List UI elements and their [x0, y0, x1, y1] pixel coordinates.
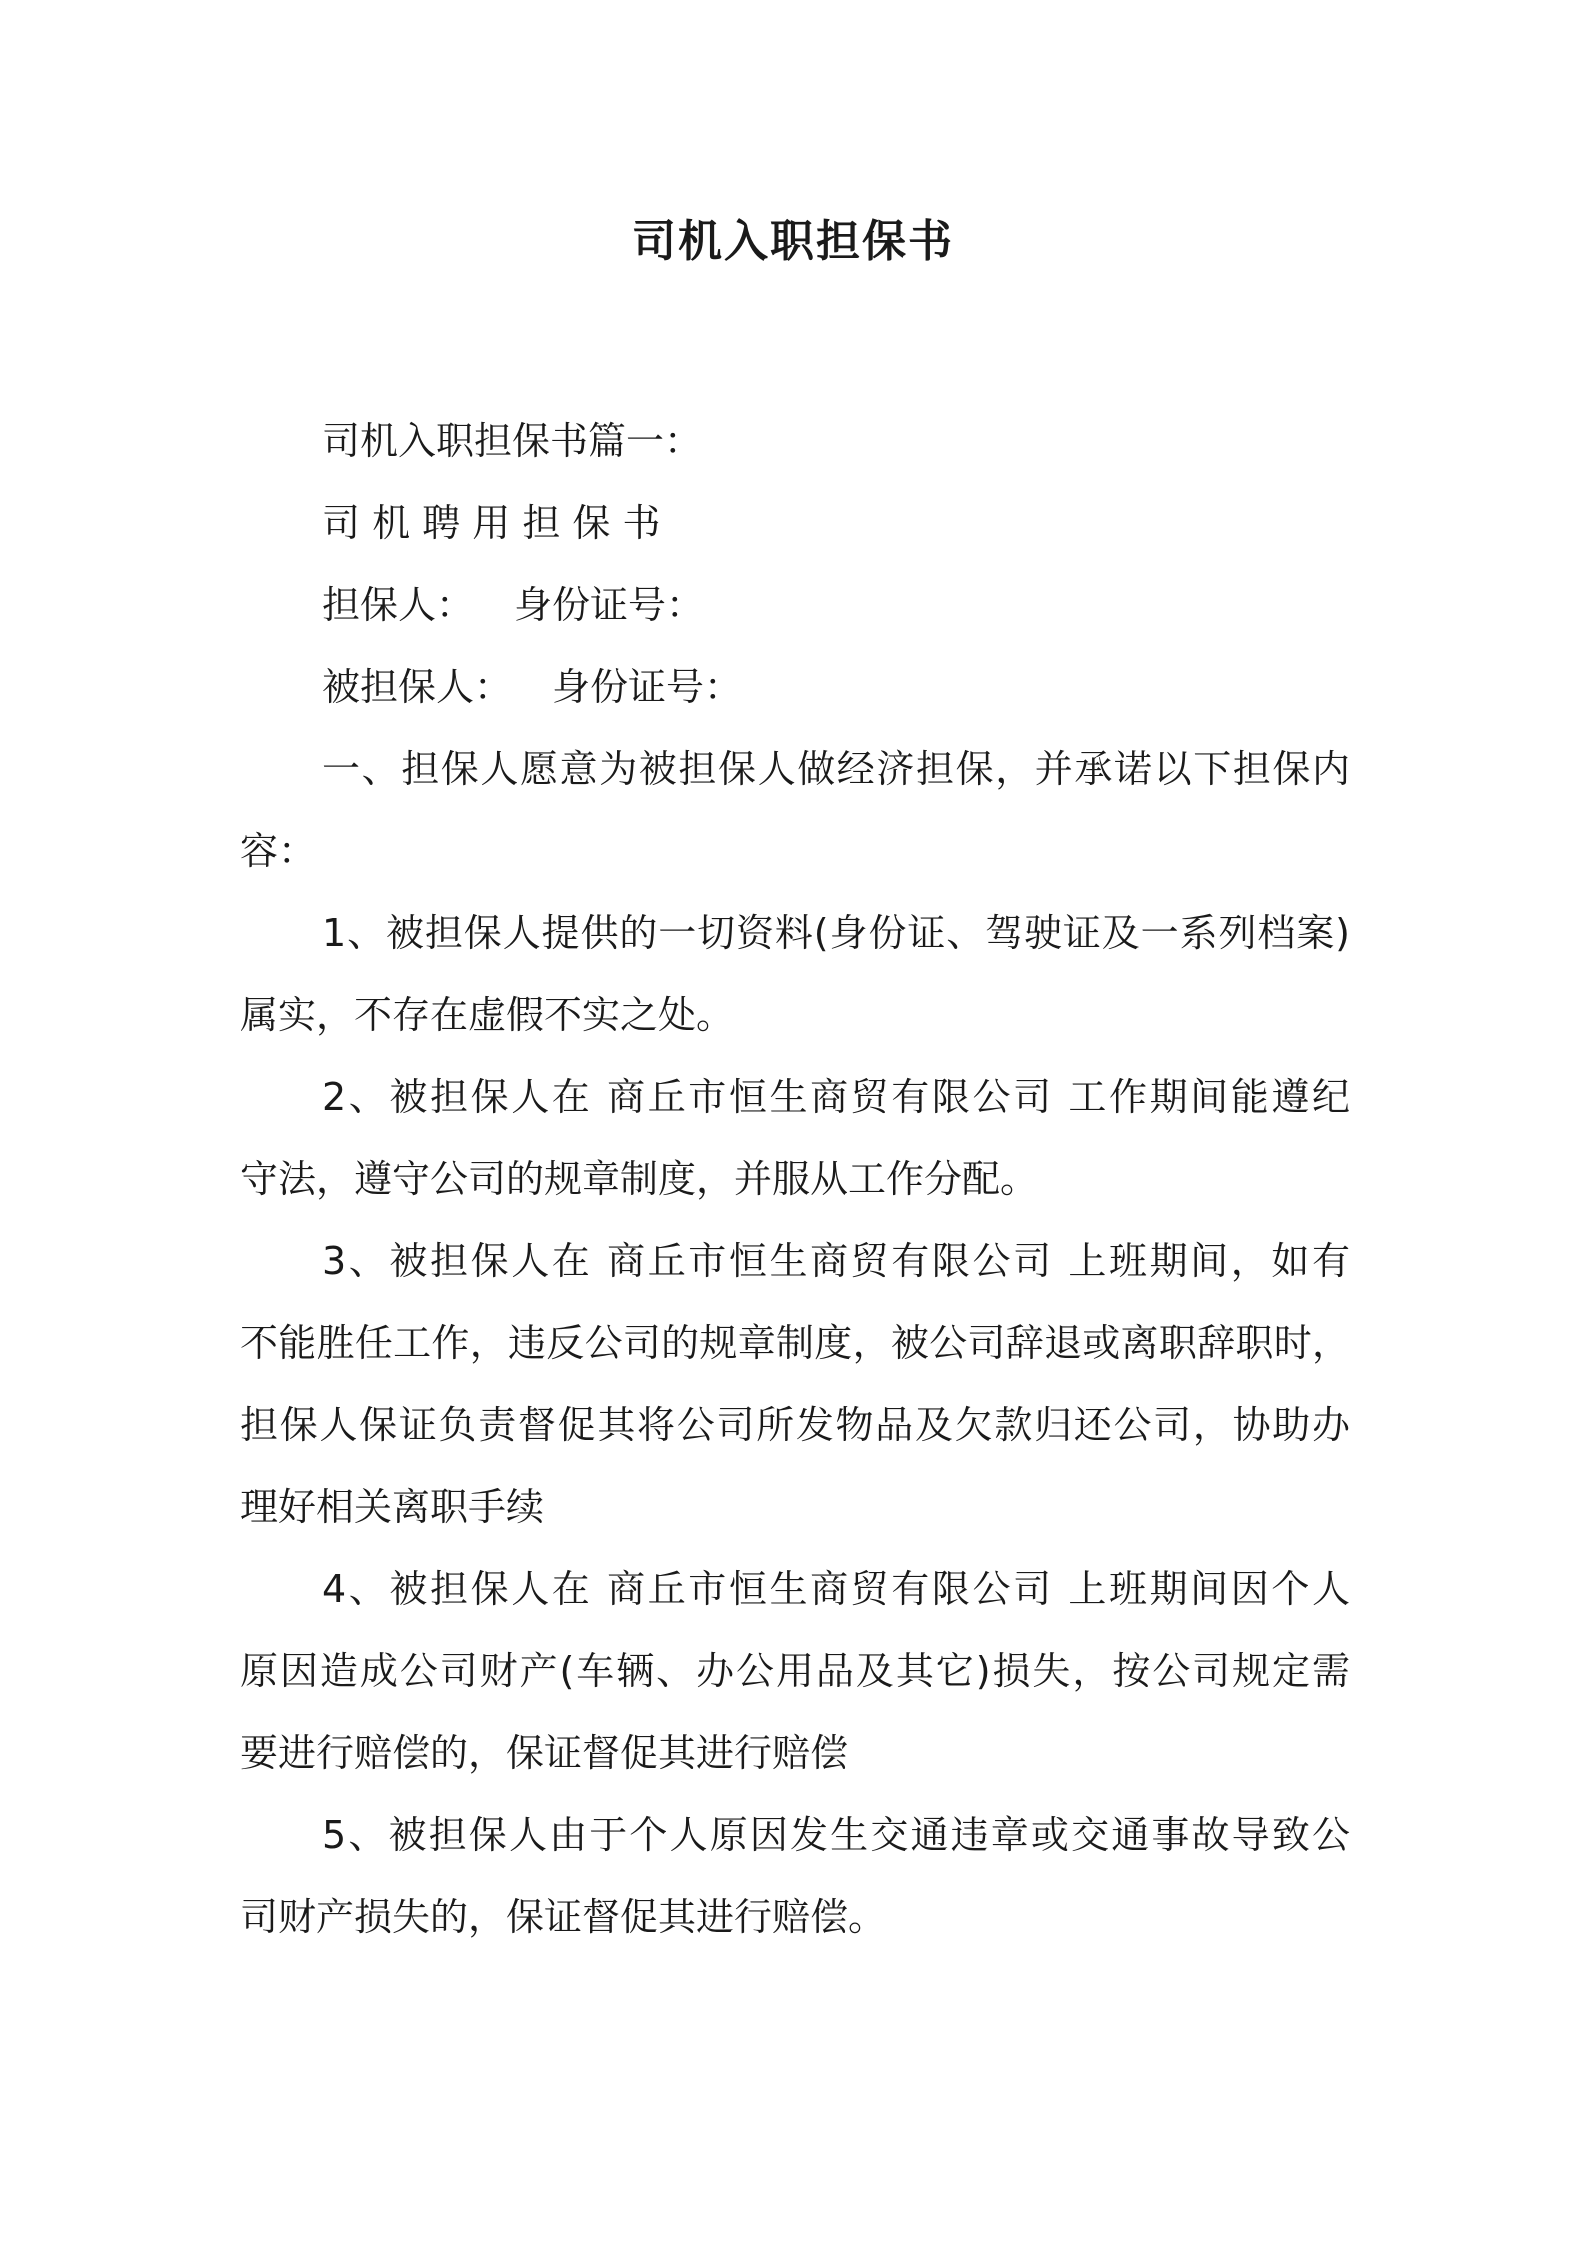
guaranteed-fields — [240, 646, 1350, 728]
guaranteed-label: 被担保人： — [322, 665, 513, 709]
paragraph-line: 2、被担保人在 商丘市恒生商贸有限公司 工作期间能遵纪 — [322, 1075, 1350, 1119]
paragraph-line: 司财产损失的，保证督促其进行赔偿。 — [240, 1895, 887, 1939]
paragraph-line: 3、被担保人在 商丘市恒生商贸有限公司 上班期间，如有 — [322, 1239, 1350, 1283]
paragraph-line: 理好相关离职手续 — [240, 1485, 545, 1529]
paragraph-line: 原因造成公司财产(车辆、办公用品及其它)损失，按公司规定需 — [240, 1649, 1350, 1693]
contract-subtitle: 司 机 聘 用 担 保 书 — [322, 501, 661, 545]
section-heading: 司机入职担保书篇一： — [322, 419, 703, 463]
guarantor-label: 担保人： — [322, 583, 475, 627]
paragraph-line: 4、被担保人在 商丘市恒生商贸有限公司 上班期间因个人 — [322, 1567, 1350, 1611]
paragraph-line: 要进行赔偿的，保证督促其进行赔偿 — [240, 1731, 849, 1775]
paragraph-line: 5、被担保人由于个人原因发生交通违章或交通事故导致公 — [322, 1813, 1350, 1857]
paragraph-line: 不能胜任工作，违反公司的规章制度，被公司辞退或离职辞职时， — [240, 1321, 1350, 1365]
paragraph-line: 1、被担保人提供的一切资料(身份证、驾驶证及一系列档案) — [322, 911, 1350, 955]
guaranteed-id-label: 身份证号： — [552, 665, 743, 709]
paragraph-line: 一、担保人愿意为被担保人做经济担保，并承诺以下担保内 — [322, 747, 1350, 791]
document-title: 司机入职担保书 — [632, 216, 954, 267]
guarantor-id-label: 身份证号： — [514, 583, 705, 627]
paragraph-line: 属实，不存在虚假不实之处。 — [240, 993, 735, 1037]
document-body — [240, 400, 1350, 1958]
paragraph-line: 担保人保证负责督促其将公司所发物品及欠款归还公司，协助办 — [240, 1403, 1350, 1447]
guarantor-fields — [240, 564, 1350, 646]
paragraph-line: 容： — [240, 829, 317, 873]
paragraph-line: 守法，遵守公司的规章制度，并服从工作分配。 — [240, 1157, 1039, 1201]
